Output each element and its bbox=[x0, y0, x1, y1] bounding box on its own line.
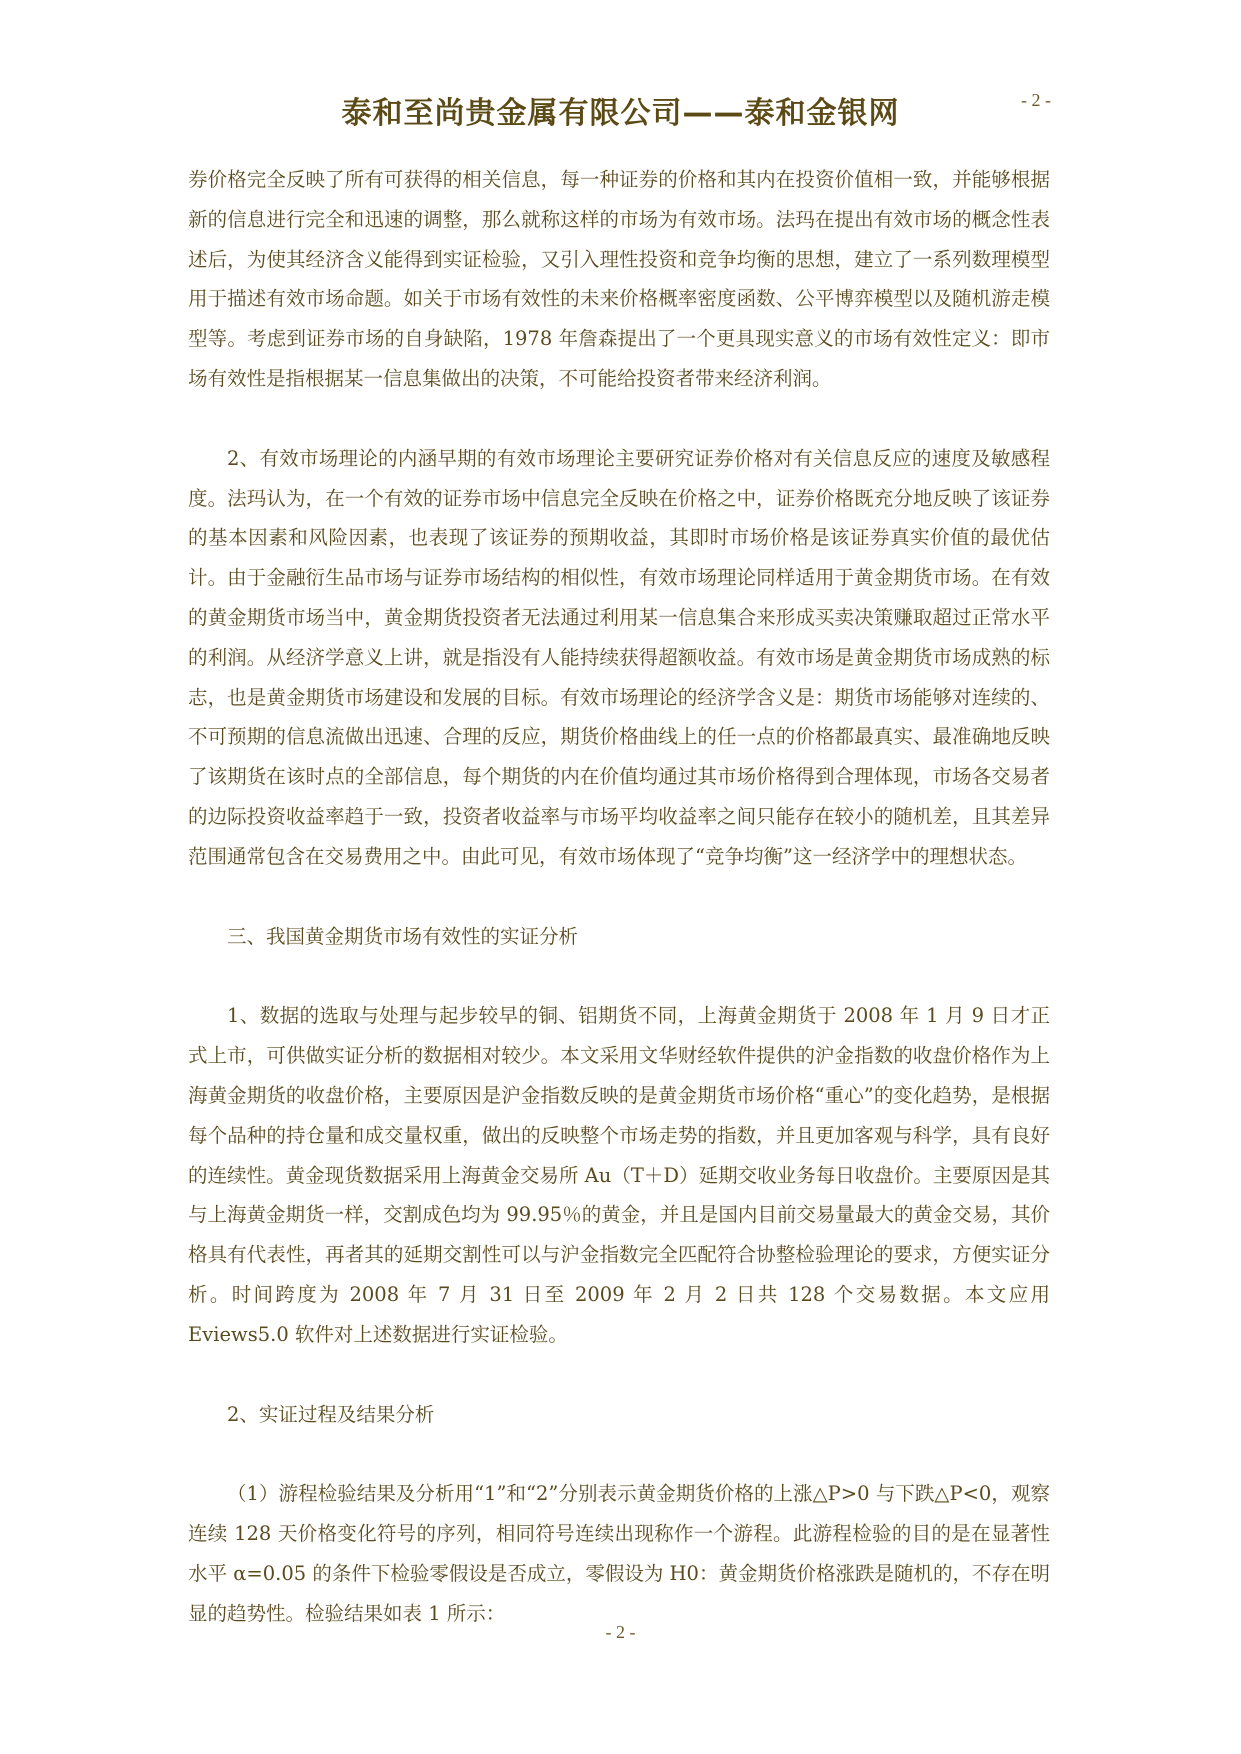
footer-page-number: - 2 - bbox=[605, 1622, 636, 1642]
header-page-number: - 2 - bbox=[1021, 90, 1051, 110]
paragraph-data-selection: 1、数据的选取与处理与起步较早的铜、铝期货不同，上海黄金期货于 2008 年 1 月 9 日才正式上市，可供做实证分析的数据相对较少。本文采用文华财经软件提供的沪金指数的收盘价格作为上海黄金期货的收盘价格，主要原因是沪金指数反映的是黄金期货市场价格“重心”的变化趋势，是根据每个品种的持仓量和成交量权重，做出的反映整个市场走势的指数，并且更加客观与科学，具有良好的连续性。黄金现货数据采用上海黄金交易所 Au（T＋D）延期交收业务每日收盘价。主要原因是其与上海黄金期货一样，交割成色均为 99.95％的黄金，并且是国内目前交易量最大的黄金交易，其价格具有代表性，再者其的延期交割性可以与沪金指数完全匹配符合协整检验理论的要求，方便实证分析。时间跨度为 2008 年 7 月 31 日至 2009 年 2 月 2 日共 128 个交易数据。本文应用 Eviews5.0 软件对上述数据进行实证检验。 bbox=[188, 1004, 1050, 1346]
paragraph-runs-test: （1）游程检验结果及分析用“1”和“2”分别表示黄金期货价格的上涨△P>0 与下跌△P<0，观察连续 128 天价格变化符号的序列，相同符号连续出现称作一个游程。此游程检验的目的是在显著性水平 α=0.05 的条件下检验零假设是否成立，零假设为 H0：黄金期货价格涨跌是随机的，不存在明显的趋势性。检验结果如表 1 所示： bbox=[188, 1482, 1050, 1625]
section-heading: 三、我国黄金期货市场有效性的实证分析 bbox=[227, 924, 579, 948]
page-header-title: 泰和至尚贵金属有限公司——泰和金银网 bbox=[341, 96, 900, 131]
paragraph-continuation: 券价格完全反映了所有可获得的相关信息，每一种证券的价格和其内在投资价值相一致，并能够根据新的信息进行完全和迅速的调整，那么就称这样的市场为有效市场。法玛在提出有效市场的概念性表述后，为使其经济含义能得到实证检验，又引入理性投资和竞争均衡的思想，建立了一系列数理模型用于描述有效市场命题。如关于市场有效性的未来价格概率密度函数、公平博弈模型以及随机游走模型等。考虑到证券市场的自身缺陷，1978 年詹森提出了一个更具现实意义的市场有效性定义：即市场有效性是指根据某一信息集做出的决策，不可能给投资者带来经济利润。 bbox=[188, 168, 1050, 390]
subsection-heading: 2、实证过程及结果分析 bbox=[227, 1402, 435, 1426]
paragraph-efficient-market-theory: 2、有效市场理论的内涵早期的有效市场理论主要研究证券价格对有关信息反应的速度及敏感程度。法玛认为，在一个有效的证券市场中信息完全反映在价格之中，证券价格既充分地反映了该证券的基本因素和风险因素，也表现了该证券的预期收益，其即时市场价格是该证券真实价值的最优估计。由于金融衍生品市场与证券市场结构的相似性，有效市场理论同样适用于黄金期货市场。在有效的黄金期货市场当中，黄金期货投资者无法通过利用某一信息集合来形成买卖决策赚取超过正常水平的利润。从经济学意义上讲，就是指没有人能持续获得超额收益。有效市场是黄金期货市场成熟的标志，也是黄金期货市场建设和发展的目标。有效市场理论的经济学含义是：期货市场能够对连续的、不可预期的信息流做出迅速、合理的反应，期货价格曲线上的任一点的价格都最真实、最准确地反映了该期货在该时点的全部信息，每个期货的内在价值均通过其市场价格得到合理体现，市场各交易者的边际投资收益率趋于一致，投资者收益率与市场平均收益率之间只能存在较小的随机差，且其差异范围通常包含在交易费用之中。由此可见，有效市场体现了“竞争均衡”这一经济学中的理想状态。 bbox=[188, 446, 1050, 868]
document-body bbox=[188, 160, 1050, 1674]
